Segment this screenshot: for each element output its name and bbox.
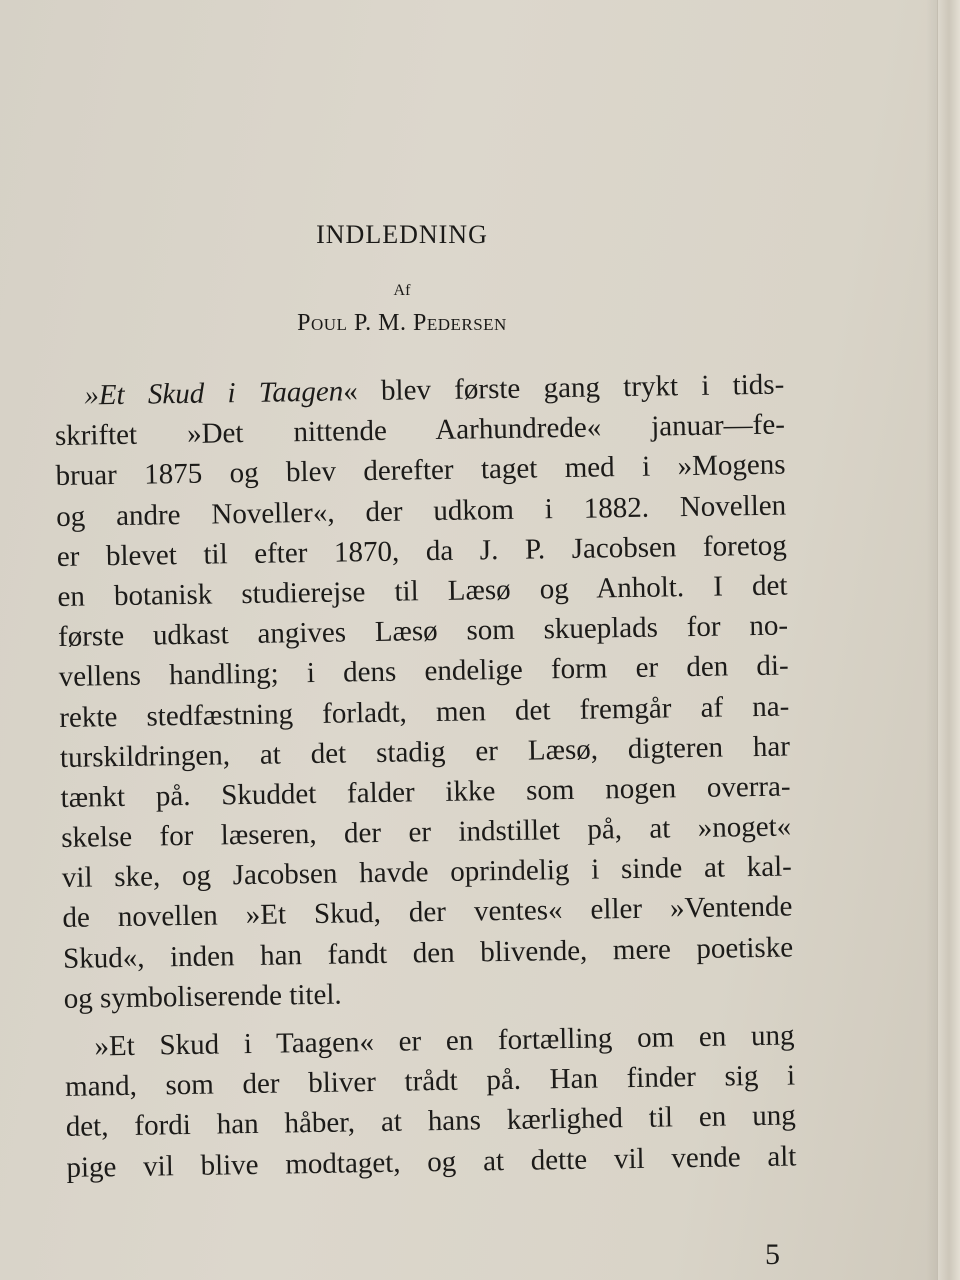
text-line: Skud«, inden han fandt den blivende, mere poetiske [62, 931, 794, 975]
body-text [54, 365, 797, 1188]
text-line: »Et Skud i Taagen« er en fortælling om en ung [94, 1019, 795, 1063]
text-line: bruar 1875 og blev derefter taget med i »Mogens [55, 448, 786, 493]
text-line: rekte stedfæstning forladt, men det fremgår af na- [59, 689, 790, 734]
text-line: første udkast angives Læsø som skueplads for no- [57, 609, 789, 654]
byline-author: Poul P. M. Pedersen [297, 310, 507, 336]
text-line: pige vil blive modtaget, og at dette vil vende alt [66, 1140, 797, 1184]
text-line: »Et Skud i Taagen« blev første gang trykt i tids- [84, 368, 785, 412]
text-line: mand, som der bliver trådt på. Han finder sig i [64, 1059, 796, 1104]
page-number: 5 [765, 1238, 780, 1271]
text-line: vil ske, og Jacobsen havde oprindelig i sinde at kal- [61, 850, 793, 895]
text-line: en botanisk studierejse til Læsø og Anholt. I det [57, 569, 788, 613]
chapter-title: INDLEDNING [316, 220, 488, 249]
text-line: skriftet »Det nittende Aarhundrede« januar—fe- [54, 408, 786, 453]
text-line: og symboliserende titel. [63, 978, 342, 1015]
byline-prefix: Af [393, 282, 411, 299]
text-line: det, fordi han håber, at hans kærlighed til en ung [65, 1099, 796, 1144]
text-line: vellens handling; i dens endelige form er den di- [58, 649, 789, 694]
text-line: turskildringen, at det stadig er Læsø, digteren har [59, 730, 791, 774]
work-title-italic: »Et Skud i Taagen [84, 375, 344, 412]
text-line: er blevet til efter 1870, da J. P. Jacobsen foretog [56, 529, 788, 573]
text-line: tænkt på. Skuddet falder ikke som nogen overra- [60, 770, 791, 814]
page-stack-edge [937, 0, 960, 1280]
text-line: skelse for læseren, der er indstillet på, at »noget« [61, 810, 792, 855]
text-line: og andre Noveller«, der udkom i 1882. Novellen [55, 489, 787, 533]
text-line: de novellen »Et Skud, der ventes« eller »Ventende [62, 890, 793, 935]
